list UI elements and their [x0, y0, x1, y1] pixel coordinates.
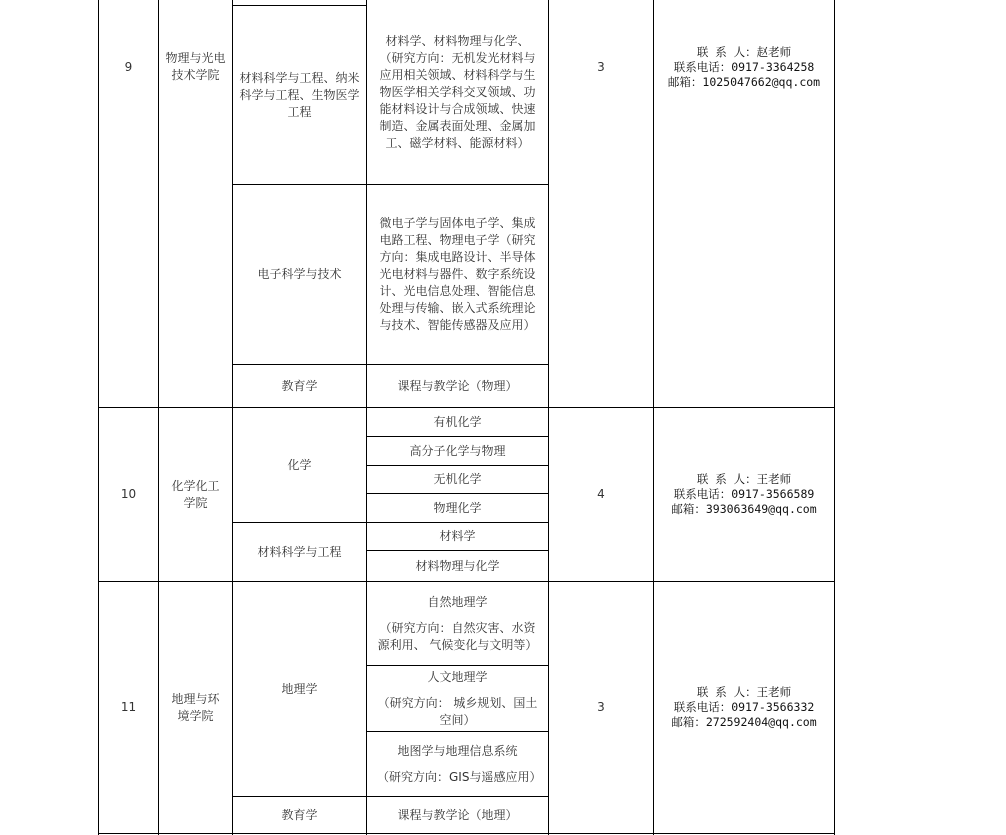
contact-phone: 联系电话：0917-3364258: [673, 59, 815, 74]
row-11-direction-gis: [367, 732, 548, 796]
row-11-number: 11: [120, 700, 137, 714]
row-9-major-education: 教育学: [281, 378, 318, 393]
direction-note: （研究方向： 城乡规划、国土空间）: [377, 695, 538, 727]
row-9-count: 3: [597, 59, 605, 74]
direction-title: 地图学与地理信息系统: [397, 743, 518, 758]
direction-note: （研究方向：GIS与遥感应用）: [377, 769, 542, 784]
row-10-number: 10: [120, 487, 137, 501]
contact-phone: 联系电话：0917-3566332: [673, 700, 815, 714]
contact-person: 联 系 人：王老师: [696, 472, 792, 486]
row-9-number: 9: [124, 59, 133, 74]
row-9-direction-education: 课程与教学论（物理）: [397, 378, 518, 393]
row-11-college: 地理与环境学院: [171, 691, 220, 723]
row-11-major-geography: 地理学: [281, 681, 318, 696]
row-11-contact: [654, 582, 834, 833]
contact-email: 邮箱：393063649@qq.com: [671, 502, 817, 516]
contact-person: 联 系 人：王老师: [696, 685, 792, 699]
row-10-direction-material-physics: 材料物理与化学: [415, 558, 500, 573]
row-10-direction-polymer: 高分子化学与物理: [409, 443, 506, 458]
direction-title: 自然地理学: [427, 594, 488, 609]
row-9-major-electronics: 电子科学与技术: [257, 267, 342, 281]
row-11-direction-physical-geo: [367, 582, 548, 665]
row-10-direction-physical: 物理化学: [433, 500, 482, 515]
direction-title: 人文地理学: [427, 669, 488, 684]
row-10-direction-inorganic: 无机化学: [433, 472, 482, 486]
row-9-contact: [654, 0, 834, 134]
contact-person: 联 系 人：赵老师: [696, 44, 792, 59]
row-9-direction-materials: 材料学、材料物理与化学、（研究方向：无机发光材料与应用相关领域、材料科学与生物医学相关学科交叉领域、功能材料设计与合成领域、快速制造、金属表面处理、金属加工、磁学材料、能源材料）: [379, 33, 536, 150]
row-9-direction-electronics: 微电子学与固体电子学、集成电路工程、物理电子学（研究方向：集成电路设计、半导体光电材料与器件、数字系统设计、光电信息处理、智能信息处理与传输、嵌入式系统理论与技术、智能传感器及应用）: [379, 216, 536, 332]
contact-phone: 联系电话：0917-3566589: [673, 487, 815, 501]
row-10-contact: [654, 408, 834, 581]
row-11-major-education: 教育学: [281, 807, 318, 822]
row-10-direction-materials: 材料学: [439, 529, 476, 543]
row-10-college: 化学化工学院: [171, 478, 220, 510]
row-10-major-chemistry: 化学: [287, 457, 312, 472]
row-10-direction-organic: 有机化学: [433, 414, 482, 429]
row-10-count: 4: [597, 487, 605, 501]
contact-email: 邮箱：1025047662@qq.com: [667, 74, 821, 89]
row-11-direction-human-geo: [367, 666, 548, 731]
row-11-direction-education: 课程与教学论（地理）: [397, 807, 518, 822]
row-9-college: 物理与光电技术学院: [165, 51, 226, 82]
row-10-major-materials: 材料科学与工程: [257, 544, 342, 559]
row-9-major-materials: 材料科学与工程、纳米科学与工程、生物医学工程: [239, 70, 360, 119]
direction-note: （研究方向：自然灾害、水资源利用、 气候变化与文明等）: [377, 620, 538, 652]
contact-email: 邮箱：272592404@qq.com: [671, 715, 817, 729]
row-11-count: 3: [597, 700, 605, 714]
